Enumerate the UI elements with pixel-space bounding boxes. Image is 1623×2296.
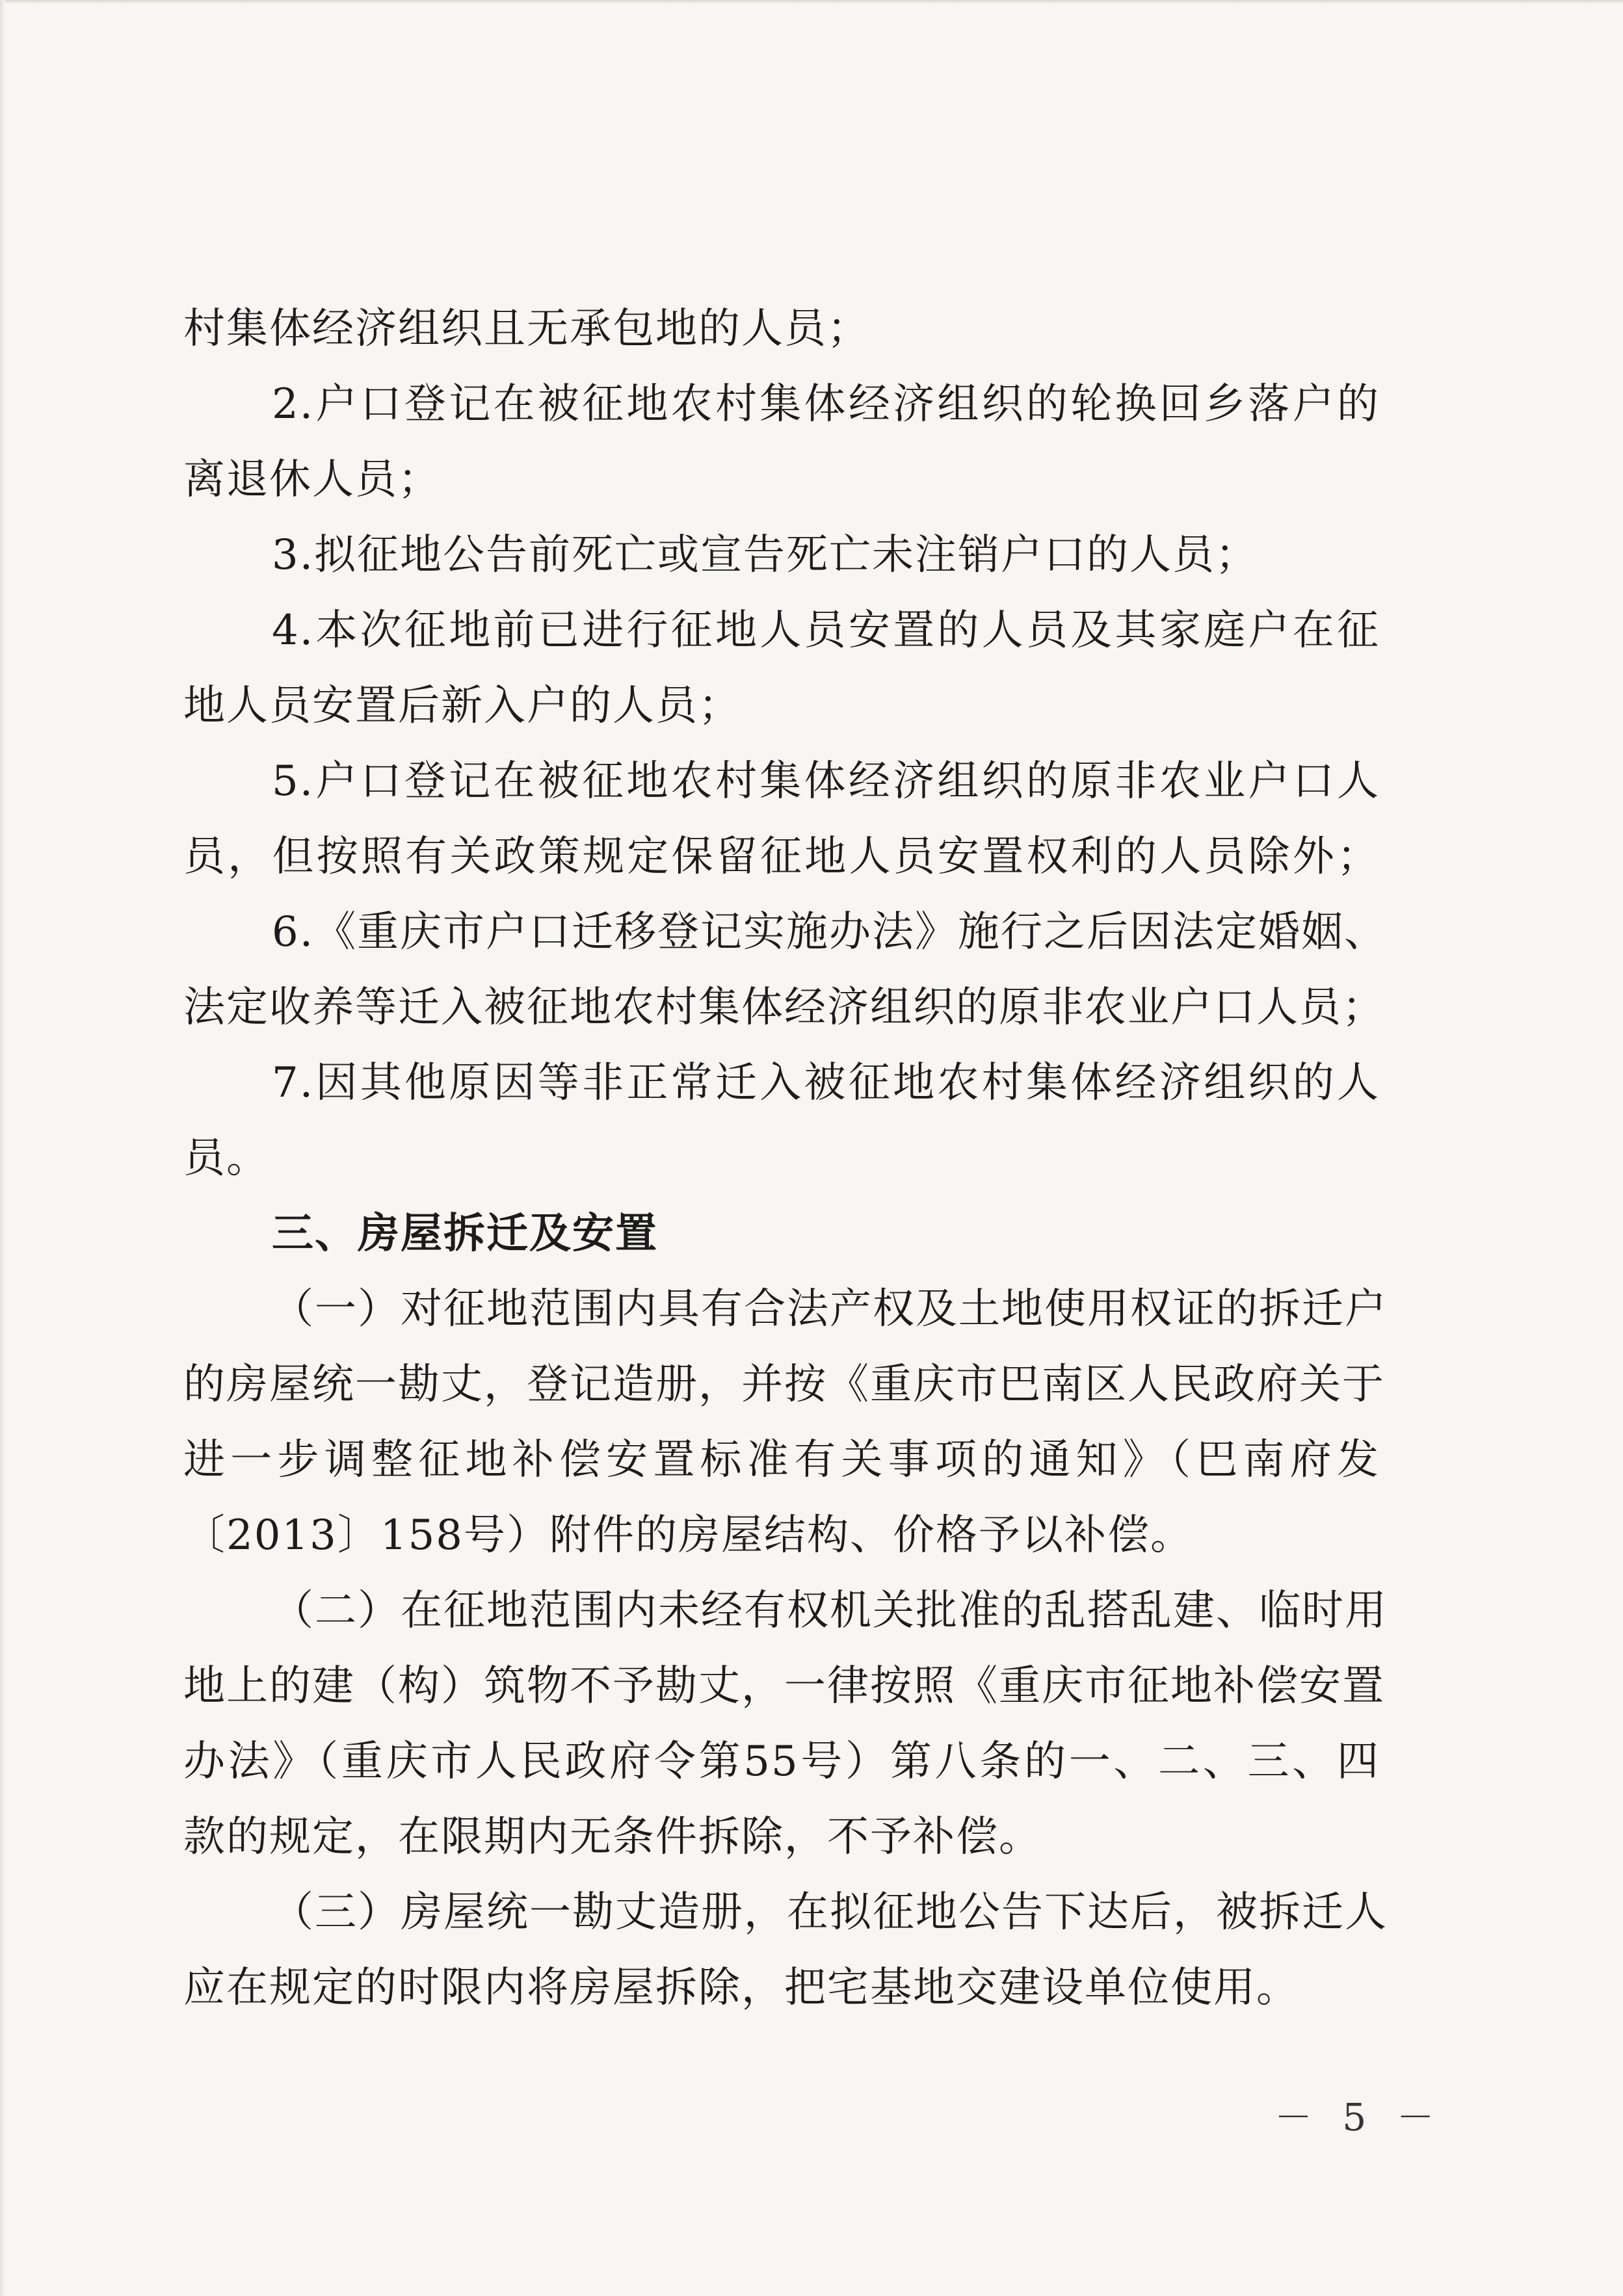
list-item-6-line-2: 法定收养等迁入被征地农村集体经济组织的原非农业户口人员；	[183, 984, 1385, 1032]
paragraph-2-line-2: 地上的建（构）筑物不予勘丈，一律按照《重庆市征地补偿安置	[183, 1662, 1385, 1710]
paragraph-1-line-2: 的房屋统一勘丈，登记造册，并按《重庆市巴南区人民政府关于	[183, 1361, 1385, 1409]
paragraph-1-line-3: 进一步调整征地补偿安置标准有关事项的通知》（巴南府发	[183, 1436, 1380, 1484]
paragraph-2-line-1: （二）在征地范围内未经有权机关批准的乱搭乱建、临时用	[272, 1587, 1388, 1635]
text-line-continuation: 村集体经济组织且无承包地的人员；	[183, 305, 870, 353]
list-item-5-line-1: 5.户口登记在被征地农村集体经济组织的原非农业户口人	[272, 757, 1380, 805]
list-item-4-line-1: 4.本次征地前已进行征地人员安置的人员及其家庭户在征	[272, 607, 1380, 655]
paragraph-2-line-4: 款的规定，在限期内无条件拆除，不予补偿。	[183, 1813, 1042, 1861]
page-left-edge	[0, 0, 5, 2296]
paragraph-2-line-3: 办法》（重庆市人民政府令第55号）第八条的一、二、三、四	[183, 1738, 1380, 1786]
list-item-2-line-2: 离退休人员；	[183, 456, 441, 504]
paragraph-3-line-2: 应在规定的时限内将房屋拆除，把宅基地交建设单位使用。	[183, 1964, 1299, 2012]
page-number: － 5 －	[1274, 2095, 1444, 2139]
page-top-edge	[0, 0, 1623, 4]
section-heading: 三、房屋拆迁及安置	[272, 1210, 658, 1258]
list-item-7-line-2: 员。	[183, 1134, 269, 1182]
list-item-2-line-1: 2.户口登记在被征地农村集体经济组织的轮换回乡落户的	[272, 380, 1380, 428]
list-item-4-line-2: 地人员安置后新入户的人员；	[183, 682, 741, 730]
paragraph-1-line-4: 〔2013〕158号）附件的房屋结构、价格予以补偿。	[183, 1511, 1194, 1559]
list-item-7-line-1: 7.因其他原因等非正常迁入被征地农村集体经济组织的人	[272, 1059, 1380, 1107]
paragraph-1-line-1: （一）对征地范围内具有合法产权及土地使用权证的拆迁户	[272, 1285, 1388, 1333]
paragraph-3-line-1: （三）房屋统一勘丈造册，在拟征地公告下达后，被拆迁人	[272, 1888, 1388, 1937]
document-body	[183, 291, 1388, 2026]
list-item-5-line-2: 员，但按照有关政策规定保留征地人员安置权利的人员除外；	[183, 833, 1380, 881]
list-item-6-line-1: 6.《重庆市户口迁移登记实施办法》施行之后因法定婚姻、	[272, 908, 1388, 956]
list-item-3: 3.拟征地公告前死亡或宣告死亡未注销户口的人员；	[272, 531, 1259, 579]
